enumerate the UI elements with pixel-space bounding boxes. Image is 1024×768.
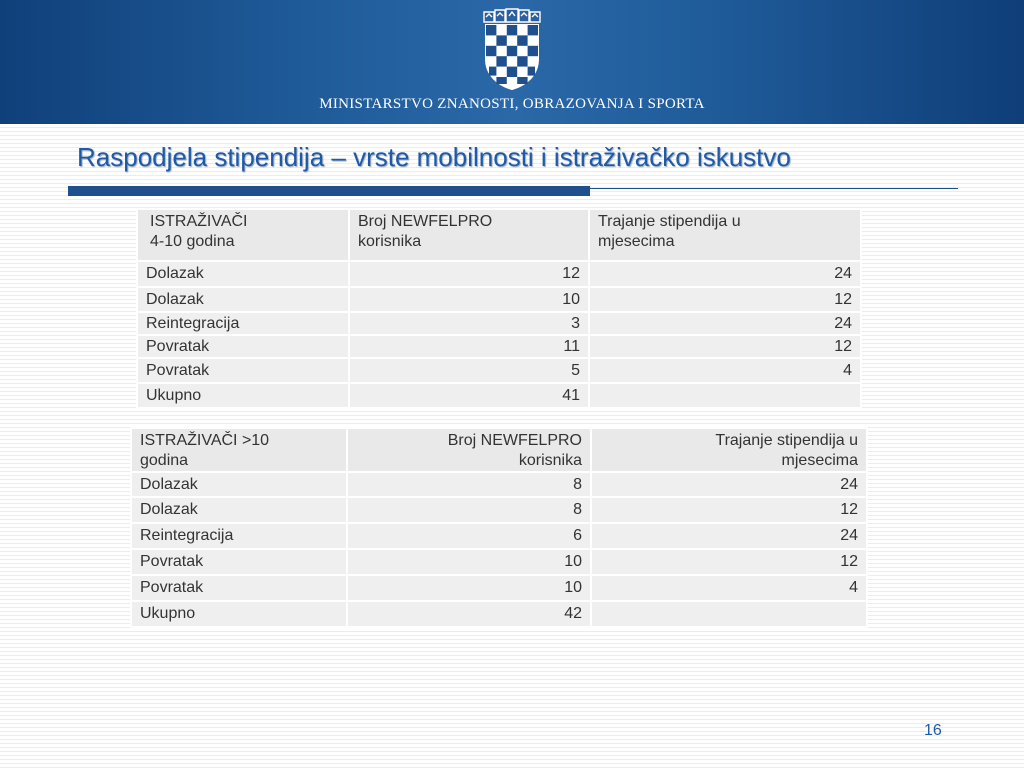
title-underline-thick: [68, 186, 590, 196]
column-header: Broj NEWFELPRO korisnika: [347, 428, 591, 472]
duration-cell: 24: [591, 472, 867, 497]
table-header-row: [137, 209, 861, 261]
table-row: [131, 549, 867, 575]
table-row: [131, 523, 867, 549]
researchers-4-10-table: [136, 208, 862, 409]
table-header-row: [131, 428, 867, 472]
table-row: [131, 575, 867, 601]
mobility-type-cell: Povratak: [131, 549, 347, 575]
beneficiaries-cell: 10: [347, 575, 591, 601]
table-row: [137, 358, 861, 383]
beneficiaries-cell: 8: [347, 497, 591, 523]
duration-cell: 4: [589, 358, 861, 383]
total-beneficiaries-cell: 42: [347, 601, 591, 627]
beneficiaries-cell: 8: [347, 472, 591, 497]
duration-cell: 24: [591, 523, 867, 549]
mobility-type-cell: Reintegracija: [131, 523, 347, 549]
beneficiaries-cell: 12: [349, 261, 589, 287]
table-row: [137, 261, 861, 287]
beneficiaries-cell: 10: [349, 287, 589, 312]
slide-title: Raspodjela stipendija – vrste mobilnosti i istraživačko iskustvo: [77, 142, 791, 172]
table-row: [131, 472, 867, 497]
duration-cell: 12: [589, 335, 861, 358]
table-row: [137, 335, 861, 358]
mobility-type-cell: Dolazak: [131, 472, 347, 497]
duration-cell: 4: [591, 575, 867, 601]
column-header: Broj NEWFELPRO korisnika: [349, 209, 589, 261]
title-underline-thin: [590, 188, 958, 189]
duration-cell: 12: [589, 287, 861, 312]
duration-cell: 12: [591, 497, 867, 523]
total-label-cell: Ukupno: [137, 383, 349, 408]
researchers-over-10-table: [130, 427, 868, 628]
mobility-type-cell: Povratak: [131, 575, 347, 601]
table-total-row: [137, 383, 861, 408]
mobility-type-cell: Dolazak: [137, 261, 349, 287]
total-label-cell: Ukupno: [131, 601, 347, 627]
coat-of-arms-icon: [481, 8, 543, 90]
column-header: ISTRAŽIVAČI 4-10 godina: [137, 209, 349, 261]
total-duration-cell: [589, 383, 861, 408]
total-duration-cell: [591, 601, 867, 627]
duration-cell: 24: [589, 312, 861, 335]
beneficiaries-cell: 11: [349, 335, 589, 358]
duration-cell: 24: [589, 261, 861, 287]
table-row: [137, 287, 861, 312]
total-beneficiaries-cell: 41: [349, 383, 589, 408]
page-number: 16: [924, 722, 942, 739]
beneficiaries-cell: 3: [349, 312, 589, 335]
beneficiaries-cell: 5: [349, 358, 589, 383]
beneficiaries-cell: 6: [347, 523, 591, 549]
table-total-row: [131, 601, 867, 627]
duration-cell: 12: [591, 549, 867, 575]
mobility-type-cell: Povratak: [137, 358, 349, 383]
mobility-type-cell: Povratak: [137, 335, 349, 358]
mobility-type-cell: Dolazak: [131, 497, 347, 523]
column-header: Trajanje stipendija u mjesecima: [589, 209, 861, 261]
table-row: [131, 497, 867, 523]
column-header: Trajanje stipendija u mjesecima: [591, 428, 867, 472]
column-header: ISTRAŽIVAČI >10 godina: [131, 428, 347, 472]
header-banner: [0, 0, 1024, 124]
ministry-name: MINISTARSTVO ZNANOSTI, OBRAZOVANJA I SPORTA: [319, 96, 705, 112]
table-row: [137, 312, 861, 335]
beneficiaries-cell: 10: [347, 549, 591, 575]
mobility-type-cell: Dolazak: [137, 287, 349, 312]
mobility-type-cell: Reintegracija: [137, 312, 349, 335]
